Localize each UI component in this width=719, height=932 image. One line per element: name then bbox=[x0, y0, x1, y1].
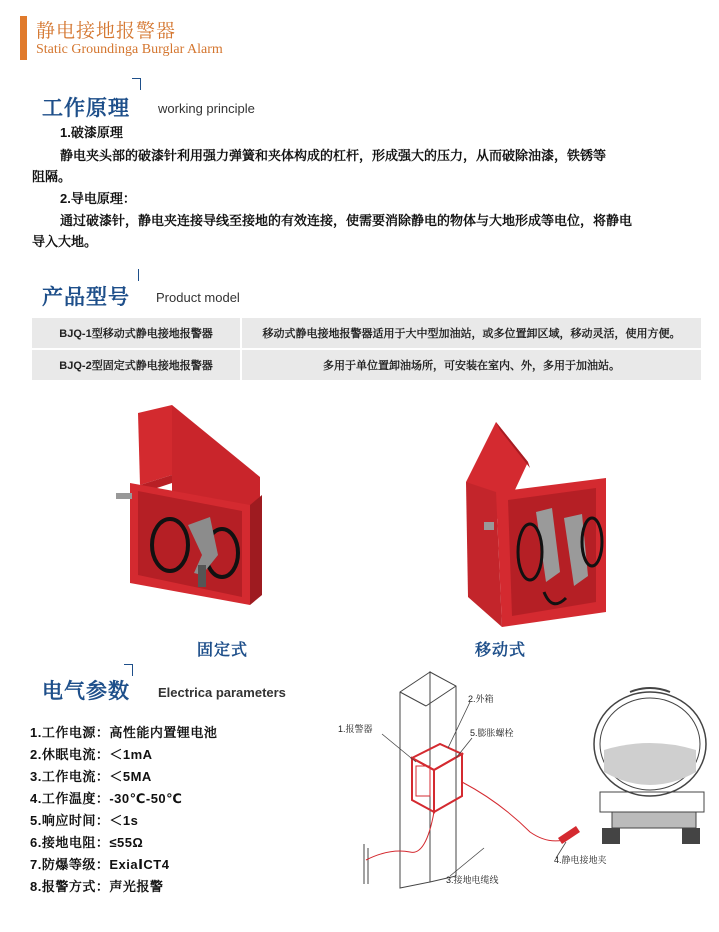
mobile-type-caption: 移动式 bbox=[475, 642, 527, 659]
param-item: 7.防爆等级：ExiaⅠCT4 bbox=[30, 857, 170, 872]
paint-breaking-text: 静电夹头部的破漆针利用强力弹簧和夹体构成的杠杆，形成强大的压力，从而破除油漆，铁锈等 bbox=[60, 148, 607, 163]
heading-tick-mark bbox=[138, 269, 139, 281]
model-desc-cell: 移动式静电接地报警器适用于大中型加油站，或多位置卸区域，移动灵活，使用方便。 bbox=[241, 318, 701, 349]
param-item: 2.休眠电流：＜1mA bbox=[30, 747, 153, 762]
electrical-parameters-heading: 电气参数 bbox=[42, 680, 130, 703]
product-model-heading-en: Product model bbox=[156, 290, 240, 305]
table-row bbox=[32, 318, 701, 349]
conduction-text-cont: 导入大地。 bbox=[32, 234, 98, 249]
mobile-type-box-image bbox=[456, 422, 626, 632]
param-item: 5.响应时间：＜1s bbox=[30, 813, 139, 828]
heading-tick-mark bbox=[124, 664, 132, 665]
conduction-text: 通过破漆针，静电夹连接导线至接地的有效连接，使需要消除静电的物体与大地形成等电位，将静电 bbox=[60, 213, 633, 228]
header-accent-bar bbox=[20, 16, 27, 60]
diagram-label-ground-cable: 3.接地电缆线 bbox=[446, 875, 499, 885]
page-title: 静电接地报警器 bbox=[36, 21, 177, 42]
model-desc-cell: 多用于单位置卸油场所，可安装在室内、外，多用于加油站。 bbox=[241, 349, 701, 381]
paint-breaking-title: 1.破漆原理 bbox=[60, 125, 123, 140]
electrical-parameters-heading-en: Electrica parameters bbox=[158, 685, 286, 700]
fixed-type-box-image bbox=[110, 405, 280, 610]
working-principle-heading: 工作原理 bbox=[42, 97, 130, 120]
diagram-label-expansion-bolt: 5.膨胀螺栓 bbox=[470, 728, 514, 738]
param-item: 4.工作温度：-30℃-50℃ bbox=[30, 791, 183, 806]
conduction-title: 2.导电原理： bbox=[60, 191, 136, 206]
model-name-cell: BJQ-2型固定式静电接地报警器 bbox=[32, 349, 241, 381]
table-row bbox=[32, 349, 701, 381]
heading-tick-mark bbox=[140, 78, 141, 90]
heading-tick-mark bbox=[132, 664, 133, 676]
diagram-label-outer-box: 2.外箱 bbox=[468, 694, 494, 704]
param-item: 3.工作电流：＜5MA bbox=[30, 769, 152, 784]
paint-breaking-text-cont: 阻隔。 bbox=[32, 169, 72, 184]
product-model-table bbox=[32, 318, 701, 382]
param-item: 6.接地电阻：≤55Ω bbox=[30, 835, 144, 850]
product-model-heading: 产品型号 bbox=[42, 286, 130, 309]
model-name-cell: BJQ-1型移动式静电接地报警器 bbox=[32, 318, 241, 349]
diagram-label-ground-clamp: 4.静电接地夹 bbox=[554, 855, 607, 865]
diagram-label-alarm: 1.报警器 bbox=[338, 724, 373, 734]
param-item: 8.报警方式：声光报警 bbox=[30, 879, 164, 894]
heading-tick-mark bbox=[132, 78, 140, 79]
param-item: 1.工作电源：高性能内置锂电池 bbox=[30, 725, 218, 740]
working-principle-heading-en: working principle bbox=[158, 101, 255, 116]
page-subtitle: Static Groundinga Burglar Alarm bbox=[36, 42, 223, 57]
fixed-type-caption: 固定式 bbox=[197, 642, 249, 659]
installation-diagram bbox=[330, 662, 710, 892]
